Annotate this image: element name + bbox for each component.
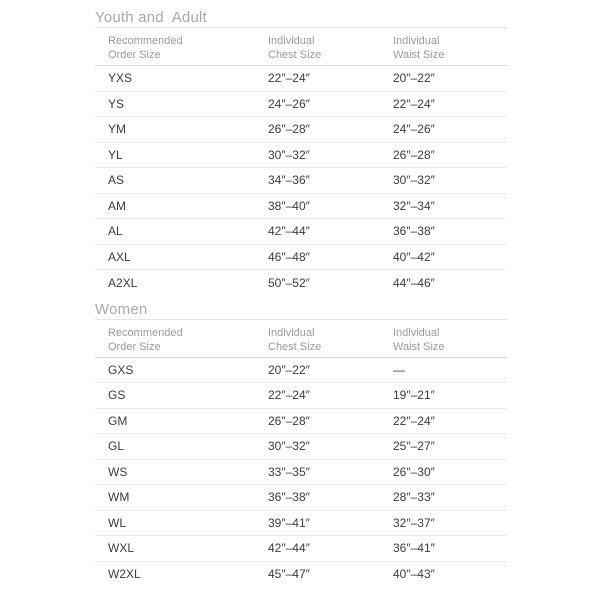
size-chart [95, 9, 507, 587]
header-line: Waist Size [393, 340, 445, 353]
table-row [95, 460, 507, 486]
section-title: Youth and Adult [95, 9, 507, 28]
column-header-chest-size [268, 326, 393, 354]
cell-chest-size: 30″–32″ [268, 147, 310, 162]
cell-chest-size: 42″–44″ [268, 541, 310, 556]
cell-waist-size: 30″–32″ [393, 173, 435, 188]
cell-order-size: WXL [108, 541, 135, 556]
cell-chest-size: 30″–32″ [268, 439, 310, 454]
cell-waist-size: 32″–34″ [393, 198, 435, 213]
cell-chest-size: 45″–47″ [268, 567, 310, 582]
cell-waist-size: 26″–30″ [393, 464, 435, 479]
cell-waist-size: 24″–26″ [393, 122, 435, 137]
cell-order-size: GM [108, 413, 128, 428]
table-row [95, 270, 507, 296]
header-line: Chest Size [268, 49, 322, 61]
cell-chest-size: 36″–38″ [268, 490, 310, 505]
cell-order-size: W2XL [108, 567, 141, 582]
cell-chest-size: 24″–26″ [268, 96, 310, 111]
cell-chest-size: 39″–41″ [268, 515, 310, 530]
table-row [95, 562, 507, 588]
cell-order-size: AL [108, 224, 123, 239]
header-line: Order Size [108, 340, 161, 353]
cell-order-size: YL [108, 147, 123, 162]
cell-order-size: A2XL [108, 275, 138, 290]
cell-waist-size: 22″–24″ [393, 96, 435, 111]
cell-order-size: WS [108, 464, 128, 479]
cell-order-size: YM [108, 122, 126, 137]
cell-chest-size: 20″–22″ [268, 362, 310, 377]
cell-waist-size: 25″–27″ [393, 439, 435, 454]
cell-waist-size: 20″–22″ [393, 71, 435, 86]
table-row [95, 219, 507, 245]
header-line: Individual [268, 35, 315, 47]
cell-waist-size: 40″–43″ [393, 567, 435, 582]
cell-waist-size: 36″–38″ [393, 224, 435, 239]
table-row [95, 117, 507, 143]
cell-chest-size: 46″–48″ [268, 249, 310, 264]
cell-waist-size: 19″–21″ [393, 388, 435, 403]
cell-order-size: WL [108, 515, 126, 530]
table-row [95, 383, 507, 409]
table-body [95, 66, 507, 296]
column-header-waist-size [393, 326, 507, 354]
cell-order-size: AXL [108, 249, 131, 264]
cell-chest-size: 26″–28″ [268, 413, 310, 428]
header-line: Individual [393, 326, 440, 339]
cell-waist-size: 32″–37″ [393, 515, 435, 530]
table-row [95, 245, 507, 271]
table-row [95, 92, 507, 118]
cell-waist-size: — [393, 362, 405, 377]
table-row [95, 168, 507, 194]
header-line: Recommended [108, 326, 183, 339]
cell-order-size: GL [108, 439, 125, 454]
table-row [95, 409, 507, 435]
cell-order-size: YXS [108, 71, 133, 86]
cell-order-size: YS [108, 96, 125, 111]
table-row [95, 511, 507, 537]
cell-waist-size: 40″–42″ [393, 249, 435, 264]
cell-order-size: WM [108, 490, 130, 505]
table-row [95, 434, 507, 460]
table-row [95, 536, 507, 562]
cell-chest-size: 33″–35″ [268, 464, 310, 479]
table-row [95, 66, 507, 92]
header-line: Chest Size [268, 340, 322, 353]
cell-chest-size: 38″–40″ [268, 198, 310, 213]
header-line: Individual [393, 35, 440, 47]
cell-waist-size: 44″–46″ [393, 275, 435, 290]
cell-chest-size: 50″–52″ [268, 275, 310, 290]
header-line: Waist Size [393, 49, 445, 61]
header-line: Order Size [108, 49, 161, 61]
cell-waist-size: 22″–24″ [393, 413, 435, 428]
table-header-row [95, 28, 507, 66]
section-women [95, 301, 507, 588]
table-header-row [95, 320, 507, 358]
header-line: Recommended [108, 35, 183, 47]
table-row [95, 143, 507, 169]
column-header-order-size [95, 34, 268, 62]
cell-chest-size: 34″–36″ [268, 173, 310, 188]
cell-chest-size: 22″–24″ [268, 388, 310, 403]
column-header-waist-size [393, 34, 507, 62]
table-row [95, 485, 507, 511]
cell-order-size: GXS [108, 362, 134, 377]
section-youth-adult [95, 9, 507, 296]
cell-order-size: AM [108, 198, 126, 213]
cell-chest-size: 26″–28″ [268, 122, 310, 137]
cell-chest-size: 22″–24″ [268, 71, 310, 86]
column-header-order-size [95, 326, 268, 354]
cell-order-size: AS [108, 173, 125, 188]
cell-chest-size: 42″–44″ [268, 224, 310, 239]
header-line: Individual [268, 326, 315, 339]
table-row [95, 358, 507, 384]
table-body [95, 358, 507, 588]
cell-order-size: GS [108, 388, 126, 403]
cell-waist-size: 36″–41″ [393, 541, 435, 556]
cell-waist-size: 26″–28″ [393, 147, 435, 162]
column-header-chest-size [268, 34, 393, 62]
section-title: Women [95, 301, 507, 320]
cell-waist-size: 28″–33″ [393, 490, 435, 505]
table-row [95, 194, 507, 220]
